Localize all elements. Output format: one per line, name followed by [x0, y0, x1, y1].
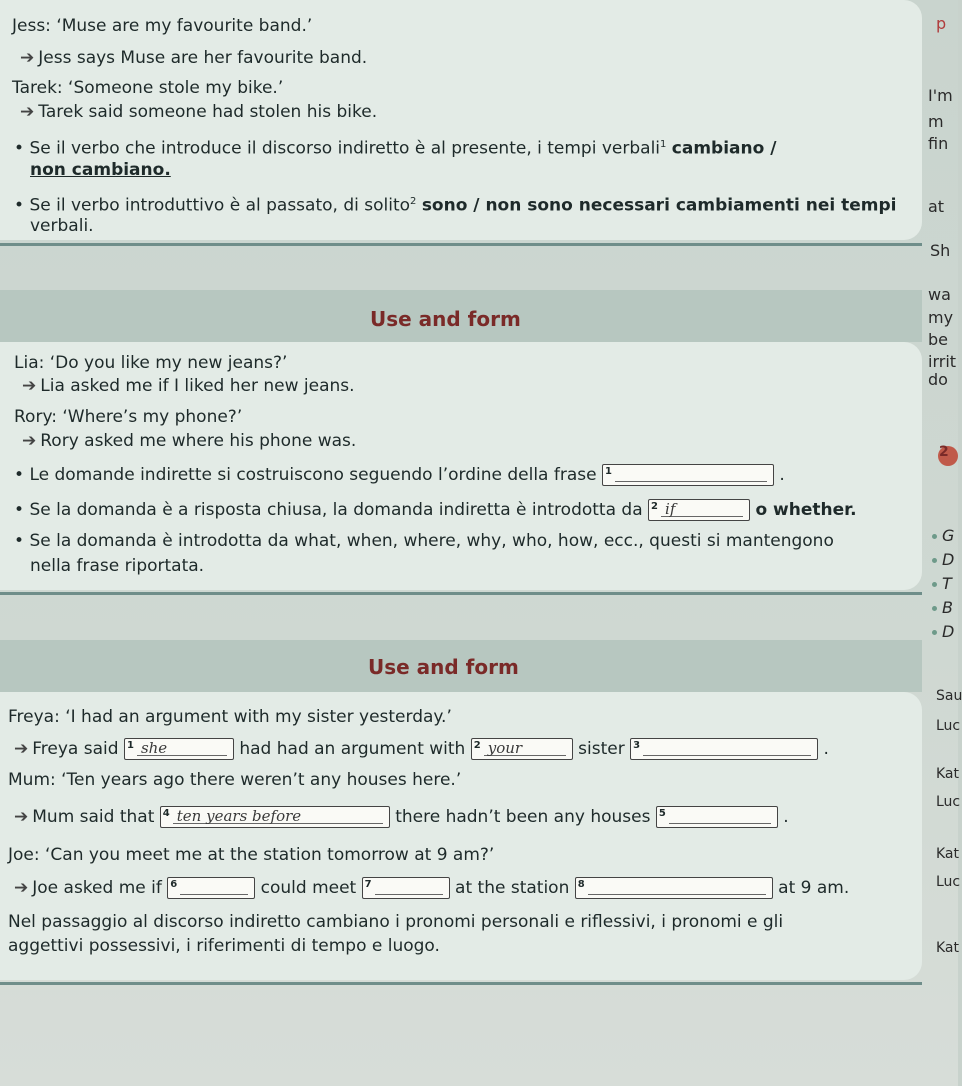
rule-word-order: • Le domande indirette si costruiscono seguendo l’ordine della frase 1 . [14, 465, 785, 485]
answer-box-1[interactable]: 1 she [124, 738, 234, 760]
section-heading: Use and form [370, 307, 521, 331]
rule-past-cont: verbali. [30, 216, 94, 236]
margin-word: G [932, 526, 954, 545]
rule-wh-cont: nella frase riportata. [30, 556, 205, 576]
example-quote: Rory: ‘Where’s my phone?’ [14, 407, 243, 427]
margin-word: B [932, 598, 953, 617]
example-report: ➔ Lia asked me if I liked her new jeans. [22, 376, 355, 396]
example-quote: Tarek: ‘Someone stole my bike.’ [12, 78, 284, 98]
margin-word: my [928, 308, 954, 327]
margin-word: Sau [936, 688, 962, 704]
rule-yes-no: • Se la domanda è a risposta chiusa, la domanda indiretta è introdotta da 2 if o whether. [14, 500, 857, 520]
margin-word: T [932, 574, 952, 593]
example-quote: Freya: ‘I had an argument with my sister yesterday.’ [8, 707, 452, 727]
rule-past: • Se il verbo introduttivo è al passato, di solito$^2$ sono / non sono necessari cambiamenti nei tempi [14, 195, 897, 216]
answer-box-1[interactable]: 1 [602, 464, 774, 486]
answer-box-4[interactable]: 4 ten years before [160, 806, 390, 828]
note-cont: aggettivi possessivi, i riferimenti di tempo e luogo. [8, 936, 440, 956]
exercise-number: 2 [939, 444, 949, 460]
rule-present: • Se il verbo che introduce il discorso indiretto è al presente, i tempi verbali$^1$ cambiano / [14, 138, 777, 159]
answer-box-8[interactable]: 8 [575, 877, 773, 899]
rule-present-option: non cambiano. [30, 160, 171, 180]
example-quote: Jess: ‘Muse are my favourite band.’ [12, 16, 313, 36]
rule-wh: • Se la domanda è introdotta da what, when, where, why, who, how, ecc., questi si mantengono [14, 531, 834, 551]
answer-box-7[interactable]: 7 [362, 877, 450, 899]
margin-word: D [932, 622, 954, 641]
example-quote: Joe: ‘Can you meet me at the station tomorrow at 9 am?’ [8, 845, 495, 865]
example-report: ➔ Freya said 1 she had had an argument with 2 your sister 3 . [14, 739, 829, 759]
example-report: ➔ Tarek said someone had stolen his bike. [20, 102, 378, 122]
margin-word: Luc [936, 874, 961, 890]
answer-box-3[interactable]: 3 [630, 738, 818, 760]
divider [0, 243, 922, 246]
example-report: ➔ Rory asked me where his phone was. [22, 431, 357, 451]
answer-box-6[interactable]: 6 [167, 877, 255, 899]
margin-word: fin [928, 134, 949, 153]
margin-word: wa [928, 285, 951, 304]
example-report: ➔ Joe asked me if 6 could meet 7 at the station 8 at 9 am. [14, 878, 850, 898]
note: Nel passaggio al discorso indiretto cambiano i pronomi personali e riflessivi, i pronomi e gli [8, 912, 784, 932]
margin-word: Kat [936, 940, 960, 956]
answer-box-2[interactable]: 2 your [471, 738, 573, 760]
margin-word: m [928, 112, 944, 131]
margin-word: Kat [936, 846, 960, 862]
example-quote: Lia: ‘Do you like my new jeans?’ [14, 353, 288, 373]
example-report: ➔ Jess says Muse are her favourite band. [20, 48, 368, 68]
answer-box-2[interactable]: 2 if [648, 499, 750, 521]
margin-word: Kat [936, 766, 960, 782]
margin-word: at [928, 197, 945, 216]
example-report: ➔ Mum said that 4 ten years before there hadn’t been any houses 5 . [14, 807, 789, 827]
margin-word: D [932, 550, 954, 569]
margin-word: I'm [928, 86, 953, 105]
section-heading: Use and form [368, 655, 519, 679]
margin-word: do [928, 370, 948, 389]
example-quote: Mum: ‘Ten years ago there weren’t any houses here.’ [8, 770, 462, 790]
answer-box-5[interactable]: 5 [656, 806, 778, 828]
margin-word: Luc [936, 794, 961, 810]
margin-word: Luc [936, 718, 961, 734]
divider [0, 982, 922, 985]
divider [0, 592, 922, 595]
margin-word: Sh [930, 241, 951, 260]
margin-word: irrit [928, 352, 957, 371]
margin-word: be [928, 330, 948, 349]
page-letter: p [936, 14, 947, 33]
